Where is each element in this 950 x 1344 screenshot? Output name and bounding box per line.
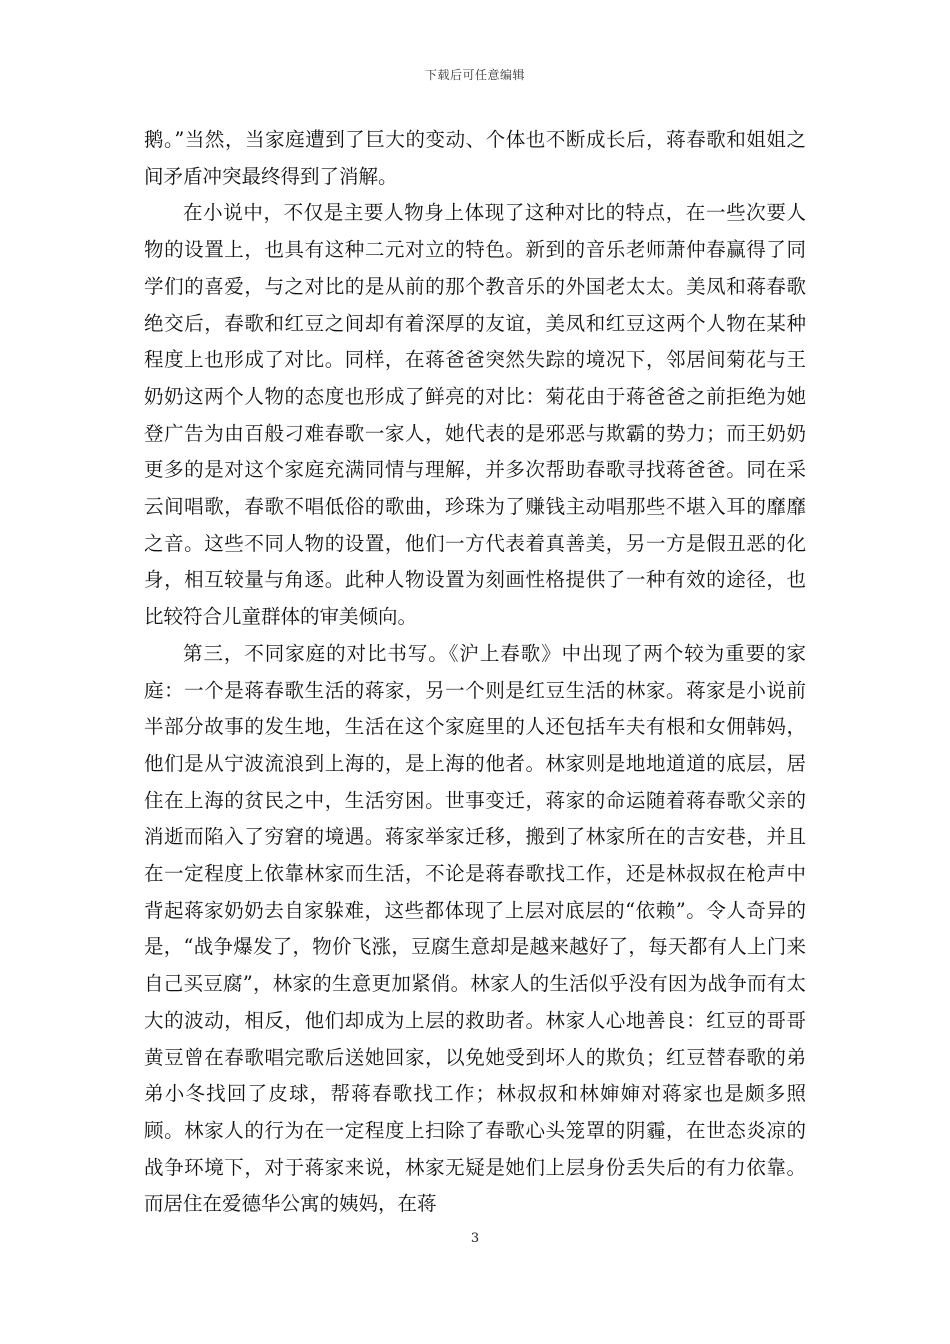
paragraph-2: 在小说中，不仅是主要人物身上体现了这种对比的特点，在一些次要人物的设置上，也具有这种二元对立的特色。新到的音乐老师萧仲春赢得了同学们的喜爱，与之对比的是从前的那个教音乐的外国老太太。美凤和蒋春歌绝交后，春歌和红豆之间却有着深厚的友谊，美凤和红豆这两个人物在某种程度上也形成了对比。同样，在蒋爸爸突然失踪的境况下，邻居间菊花与王奶奶这两个人物的态度也形成了鲜亮的对比：菊花由于蒋爸爸之前拒绝为她登广告为由百般刁难春歌一家人，她代表的是邪恶与欺霸的势力；而王奶奶更多的是对这个家庭充满同情与理解，并多次帮助春歌寻找蒋爸爸。同在采云间唱歌，春歌不唱低俗的歌曲，珍珠为了赚钱主动唱那些不堪入耳的靡靡之音。这些不同人物的设置，他们一方代表着真善美，另一方是假丑恶的化身，相互较量与角逐。此种人物设置为刻画性格提供了一种有效的途径，也比较符合儿童群体的审美倾向。 [144, 201, 806, 629]
paragraph-1: 鹅。”当然，当家庭遭到了巨大的变动、个体也不断成长后，蒋春歌和姐姐之间矛盾冲突最终得到了消解。 [144, 128, 806, 188]
document-body [144, 122, 806, 1223]
paragraph-3: 第三，不同家庭的对比书写。《沪上春歌》中出现了两个较为重要的家庭：一个是蒋春歌生活的蒋家，另一个则是红豆生活的林家。蒋家是小说前半部分故事的发生地，生活在这个家庭里的人还包括车夫有根和女佣韩妈，他们是从宁波流浪到上海的，是上海的他者。林家则是地地道道的底层，居住在上海的贫民之中，生活穷困。世事变迁，蒋家的命运随着蒋春歌父亲的消逝而陷入了穷窘的境遇。蒋家举家迁移，搬到了林家所在的吉安巷，并且在一定程度上依靠林家而生活，不论是蒋春歌找工作，还是林叔叔在枪声中背起蒋家奶奶去自家躲难，这些都体现了上层对底层的“依赖”。令人奇异的是，“战争爆发了，物价飞涨，豆腐生意却是越来越好了，每天都有人上门来自己买豆腐”，林家的生意更加紧俏。林家人的生活似乎没有因为战争而有太大的波动，相反，他们却成为上层的救助者。林家人心地善良：红豆的哥哥黄豆曾在春歌唱完歌后送她回家，以免她受到坏人的欺负；红豆替春歌的弟弟小冬找回了皮球，帮蒋春歌找工作；林叔叔和林婶婶对蒋家也是颇多照顾。林家人的行为在一定程度上扫除了春歌心头笼罩的阴霾，在世态炎凉的战争环境下，对于蒋家来说，林家无疑是她们上层身份丢失后的有力依靠。而居住在爱德华公寓的姨妈，在蒋 [144, 641, 806, 1216]
page-number: 3 [470, 1231, 480, 1246]
page-header: 下载后可任意编辑 [424, 68, 525, 82]
